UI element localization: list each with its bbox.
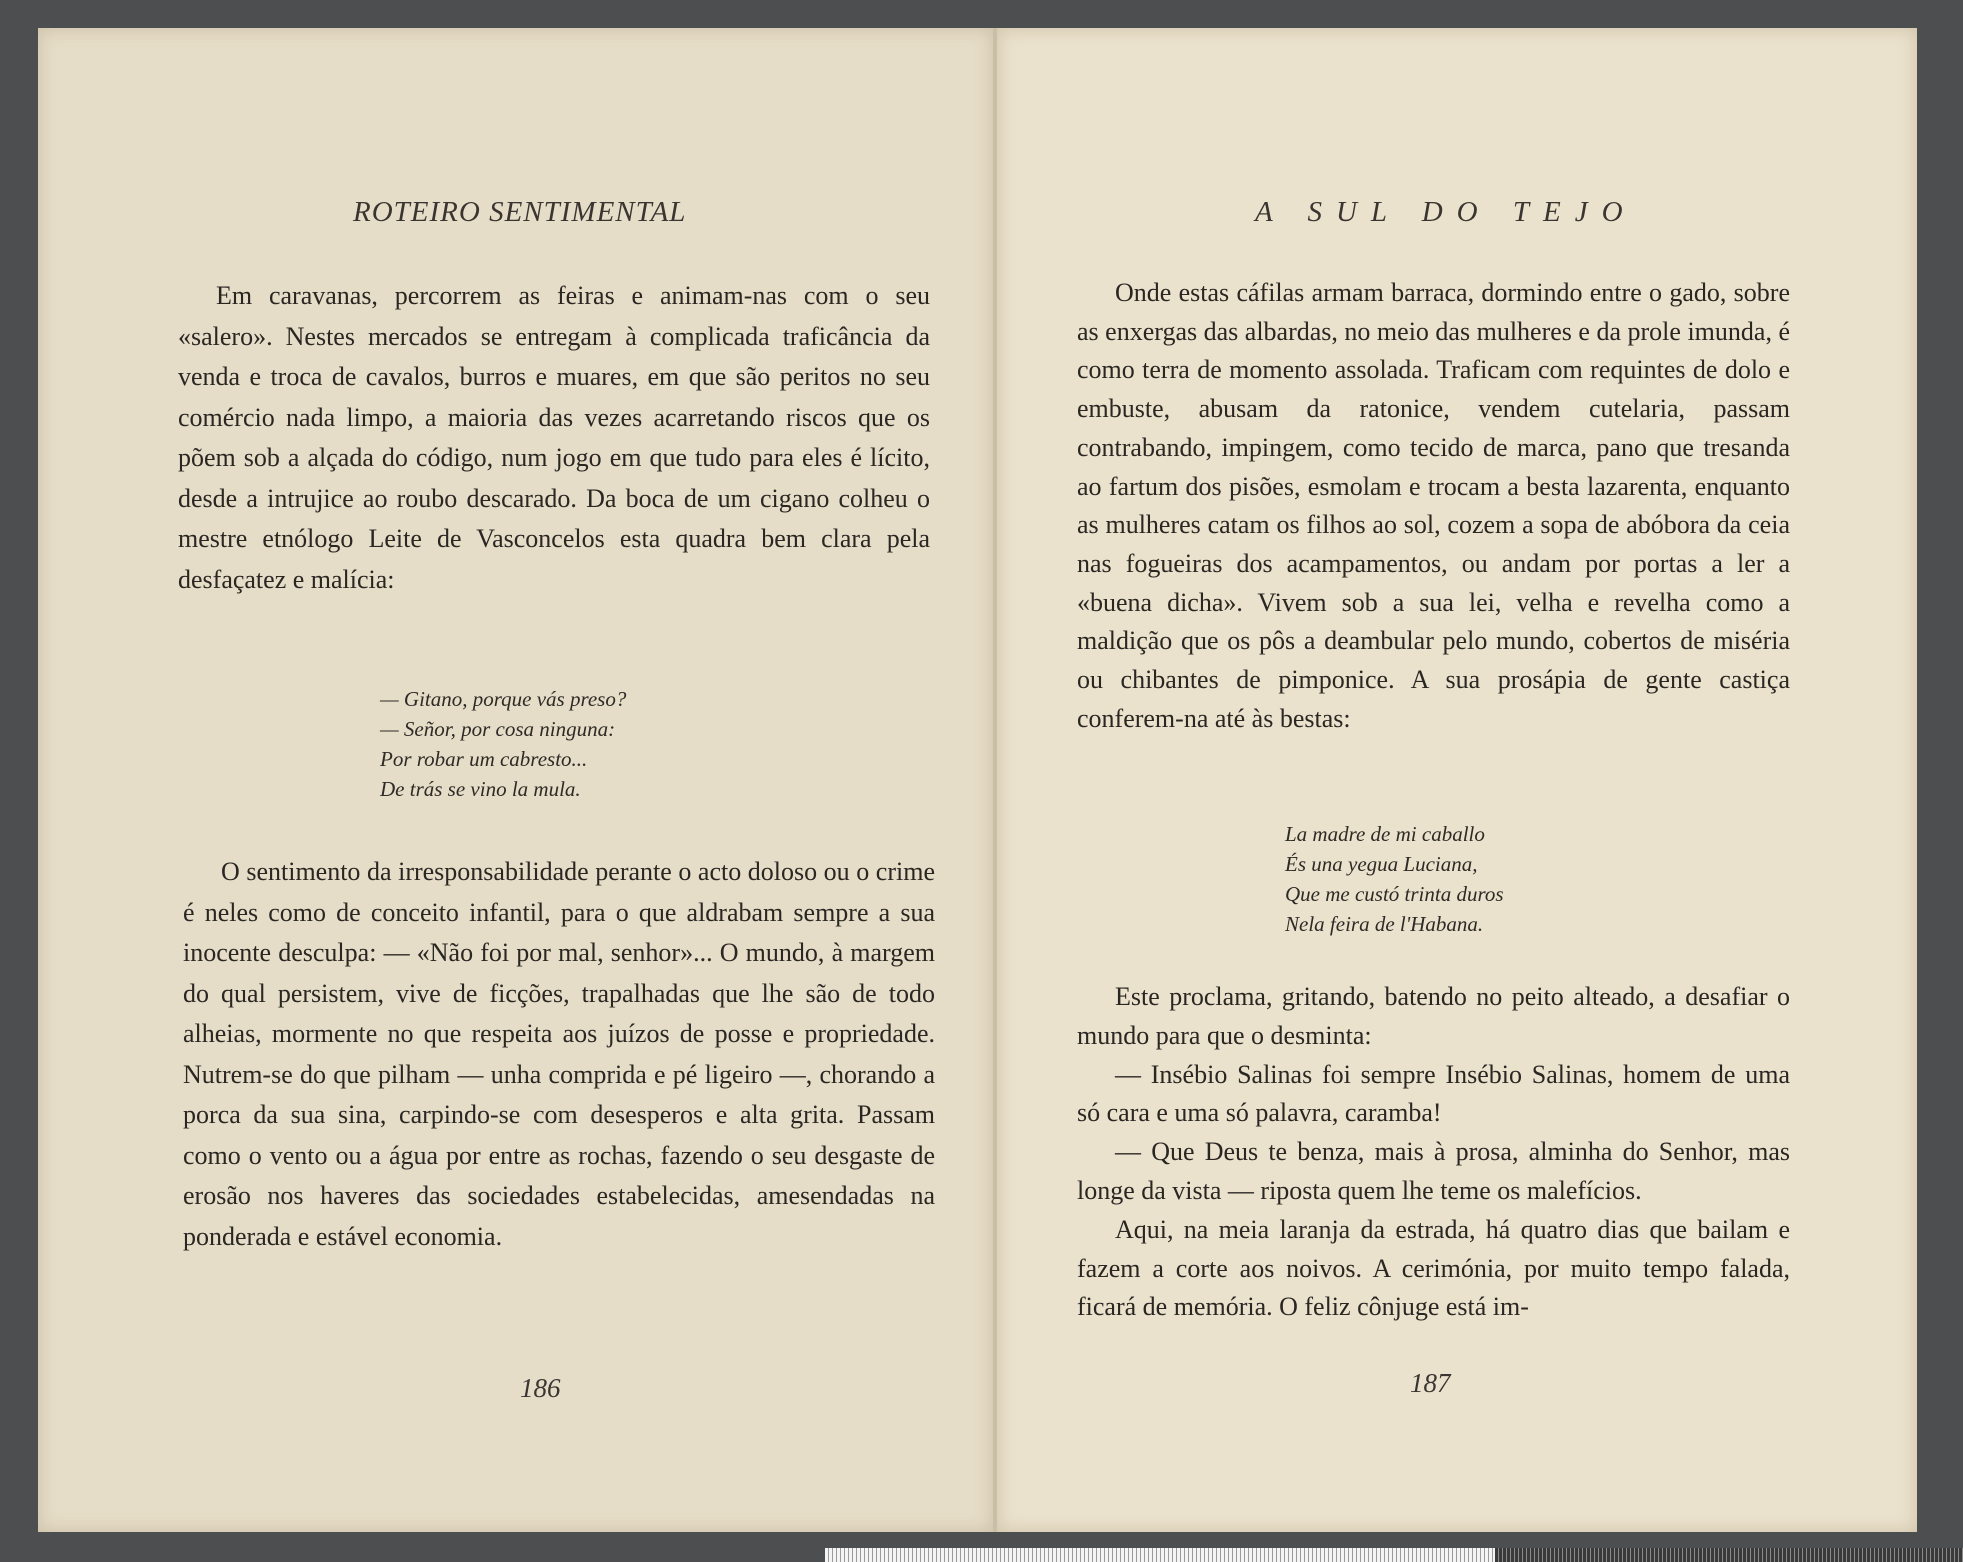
verse-line: És una yegua Luciana, — [1285, 852, 1478, 876]
page-number: 186 — [520, 1373, 561, 1403]
verse-line: De trás se vino la mula. — [380, 777, 581, 801]
verse-line: — Gitano, porque vás preso? — [380, 687, 627, 711]
verse-line: La madre de mi caballo — [1285, 822, 1485, 846]
verse-line: — Señor, por cosa ninguna: — [380, 717, 616, 741]
running-head: A SUL DO TEJO — [1255, 196, 1637, 228]
body-text — [1077, 978, 1790, 1327]
verse-line: Nela feira de l'Habana. — [1285, 912, 1484, 936]
verse-line: Que me custó trinta duros — [1285, 882, 1504, 906]
left-page — [38, 28, 993, 1532]
verse-quatrain — [380, 684, 626, 804]
scale-ruler — [825, 1548, 1963, 1562]
verse-quatrain — [1285, 819, 1504, 939]
body-text — [1077, 274, 1790, 738]
paragraph: — Que Deus te benza, mais à prosa, alminha do Senhor, mas longe da vista — riposta quem lhe teme os malefícios. — [1077, 1137, 1790, 1205]
paragraph: — Insébio Salinas foi sempre Insébio Salinas, homem de uma só cara e uma só palavra, caramba! — [1077, 1059, 1790, 1128]
paragraph: Onde estas cáfilas armam barraca, dormindo entre o gado, sobre as enxergas das albardas, no meio das mulheres e da prole imunda, é como terra de momento assolada. Traficam com requintes de dolo e embuste, abusam da ratonice, vendem cutelaria, passam contrabando, impingem, como tecido de marca, pano que tresanda ao fartum dos pisões, esmolam e trocam a besta lazarenta, enquanto as mulheres catam os filhos ao sol, cozem a sopa de abóbora da ceia nas fogueiras dos acampamentos, ou andam por portas a ler a «buena dicha». Vivem sob a sua lei, velha e revelha como a maldição que os pôs a deambular pelo mundo, cobertos de miséria ou chibantes de pimponice. A sua prosápia de gente castiça conferem-na até às bestas: — [1077, 278, 1790, 733]
paragraph: Em caravanas, percorrem as feiras e animam-nas com o seu «salero». Nestes mercados se entregam à complicada traficância da venda e troca de cavalos, burros e muares, em que são peritos no seu comércio nada limpo, a maioria das vezes acarretando riscos que os põem sob a alçada do código, num jogo em que tudo para eles é lícito, desde a intrujice ao roubo descarado. Da boca de um cigano colheu o mestre etnólogo Leite de Vasconcelos esta quadra bem clara pela desfaçatez e malícia: — [178, 281, 930, 594]
running-head: ROTEIRO SENTIMENTAL — [353, 196, 687, 228]
paragraph: O sentimento da irresponsabilidade perante o acto doloso ou o crime é neles como de conceito infantil, para o que aldrabam sempre a sua inocente desculpa: — «Não foi por mal, senhor»... O mundo, à margem do qual persistem, vive de ficções, trapalhadas que lhe são de todo alheias, mormente no que respeita aos juízos de posse e propriedade. Nutrem-se do que pilham — unha comprida e pé ligeiro —, chorando a porca da sua sina, carpindo-se com desesperos e alta grita. Passam como o vento ou a água por entre as rochas, fazendo o seu desgaste de erosão nos haveres das sociedades estabelecidas, amesendadas na ponderada e estável economia. — [183, 857, 935, 1251]
paragraph: Aqui, na meia laranja da estrada, há quatro dias que bailam e fazem a corte aos noivos. A cerimónia, por muito tempo falada, ficará de memória. O feliz cônjuge está im- — [1077, 1214, 1790, 1322]
verse-line: Por robar um cabresto... — [380, 747, 588, 771]
right-page — [997, 28, 1917, 1532]
body-text — [183, 852, 935, 1257]
paragraph: Este proclama, gritando, batendo no peito alteado, a desafiar o mundo para que o desminta: — [1077, 982, 1790, 1050]
scale-ruler-dark-segment — [1495, 1548, 1963, 1562]
body-text — [178, 276, 930, 600]
page-number: 187 — [1410, 1368, 1451, 1398]
